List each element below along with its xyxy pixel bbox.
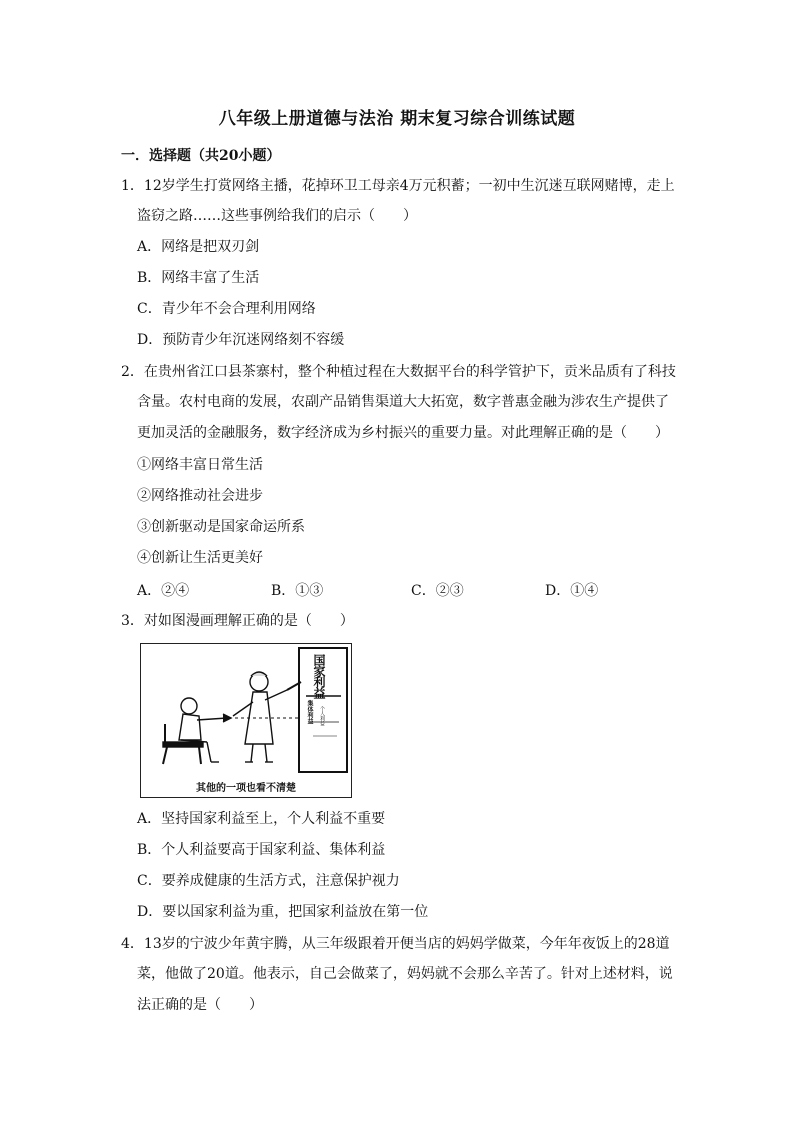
q3-stem-line1: 3．对如图漫画理解正确的是（ ） [121,613,354,629]
q1-option-d: D．预防青少年沉迷网络刻不容缓 [137,332,345,348]
q2-option-b: B．①③ [271,583,324,599]
patient-figure [163,698,231,764]
doctor-figure [233,672,301,762]
q1-stem-line2: 盗窃之路……这些事例给我们的启示（ ） [137,208,417,224]
board-collective-interest: 集体利益 [306,700,313,724]
q2-stem-line2: 含量。农村电商的发展，农副产品销售渠道大大拓宽，数字普惠金融为涉农生产提供了 [137,394,669,410]
cartoon-caption: 其他的一项也看不清楚 [196,783,296,794]
board-personal-interest: 个人利益 [319,706,325,726]
board-national-interest: 国家利益 [312,654,326,698]
q1-option-b: B．网络丰富了生活 [137,270,260,286]
q2-item-3: ③创新驱动是国家命运所系 [137,519,305,535]
q4-stem-line1: 4．13岁的宁波少年黄宇腾，从三年级跟着开便当店的妈妈学做菜，今年年夜饭上的28道 [121,936,670,952]
q1-option-a: A．网络是把双刃剑 [137,239,260,255]
q2-option-c: C．②③ [411,583,464,599]
q2-stem-line3: 更加灵活的金融服务，数字经济成为乡村振兴的重要力量。对此理解正确的是（ ） [137,425,669,441]
q1-option-c: C．青少年不会合理利用网络 [137,301,316,317]
q3-option-c: C．要养成健康的生活方式，注意保护视力 [137,873,400,889]
q2-stem-line1: 2．在贵州省江口县茶寨村，整个种植过程在大数据平台的科学管护下，贡米品质有了科技 [121,364,676,380]
q1-stem-line1: 1．12岁学生打赏网络主播，花掉环卫工母亲4万元积蓄；一初中生沉迷互联网赌博，走上 [121,178,675,194]
q3-option-d: D．要以国家利益为重，把国家利益放在第一位 [137,904,429,920]
q2-option-a: A．②④ [137,583,190,599]
q2-item-2: ②网络推动社会进步 [137,488,263,504]
q3-option-a: A．坚持国家利益至上，个人利益不重要 [137,811,386,827]
q4-stem-line3: 法正确的是（ ） [137,997,263,1013]
page-title: 八年级上册道德与法治 期末复习综合训练试题 [218,109,576,129]
q3-cartoon [140,643,352,798]
section-heading: 一．选择题（共20小题） [121,148,281,164]
q2-option-d: D．①④ [545,583,599,599]
q2-item-4: ④创新让生活更美好 [137,550,263,566]
q2-item-1: ①网络丰富日常生活 [137,457,263,473]
q4-stem-line2: 菜，他做了20道。他表示，自己会做菜了，妈妈就不会那么辛苦了。针对上述材料，说 [137,966,673,982]
q3-option-b: B．个人利益要高于国家利益、集体利益 [137,842,386,858]
